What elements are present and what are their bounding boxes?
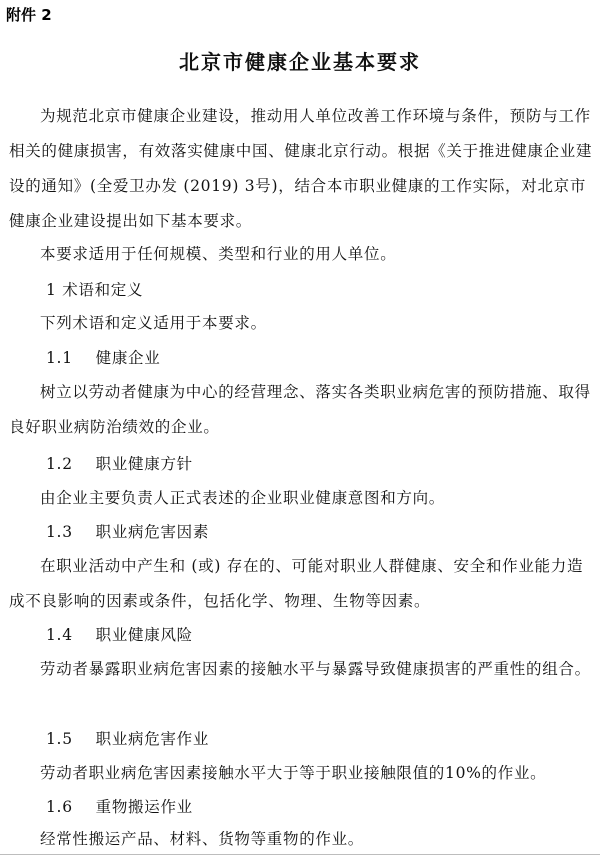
term-heading xyxy=(46,792,193,822)
term-heading xyxy=(46,724,209,754)
term-number: 1.5 xyxy=(46,730,73,748)
term-definition: 由企业主要负责人正式表述的企业职业健康意图和方向。 xyxy=(40,489,446,507)
term-number: 1.1 xyxy=(46,349,73,367)
term-definition: 树立以劳动者健康为中心的经营理念、落实各类职业病危害的预防措施、取得良好职业病防治绩效的企业。 xyxy=(9,383,591,436)
section-title: 术语和定义 xyxy=(62,281,144,299)
term-definition: 劳动者职业病危害因素接触水平大于等于职业接触限值的10%的作业。 xyxy=(40,764,547,782)
attachment-label: 附件 2 xyxy=(6,6,52,24)
term-heading xyxy=(46,517,209,547)
section-number: 1 xyxy=(46,281,57,299)
term-title: 职业健康方针 xyxy=(95,455,193,473)
document-title: 北京市健康企业基本要求 xyxy=(179,50,421,74)
term-definition: 劳动者暴露职业病危害因素的接触水平与暴露导致健康损害的严重性的组合。 xyxy=(40,660,591,678)
term-heading xyxy=(46,620,193,650)
term-title: 健康企业 xyxy=(95,349,161,367)
term-definition: 经常性搬运产品、材料、货物等重物的作业。 xyxy=(40,830,365,848)
term-number: 1.2 xyxy=(46,455,73,473)
intro-paragraph: 为规范北京市健康企业建设，推动用人单位改善工作环境与条件，预防与工作相关的健康损害，有效落实健康中国、健康北京行动。根据《关于推进健康企业建设的通知》(全爱卫办发 (2019) 3号)，结合本市职业健康的工作实际，对北京市健康企业建设提出如下基本要求。 xyxy=(9,107,593,230)
term-number: 1.4 xyxy=(46,626,73,644)
section-heading xyxy=(46,275,143,305)
term-title: 职业病危害因素 xyxy=(95,523,210,541)
term-number: 1.3 xyxy=(46,523,73,541)
term-heading xyxy=(46,343,160,373)
term-heading xyxy=(46,449,193,479)
term-title: 职业病危害作业 xyxy=(95,730,210,748)
term-number: 1.6 xyxy=(46,798,73,816)
scope-paragraph: 本要求适用于任何规模、类型和行业的用人单位。 xyxy=(40,245,397,263)
term-title: 职业健康风险 xyxy=(95,626,193,644)
section-intro: 下列术语和定义适用于本要求。 xyxy=(40,314,267,332)
term-title: 重物搬运作业 xyxy=(95,798,193,816)
term-definition: 在职业活动中产生和 (或) 存在的、可能对职业人群健康、安全和作业能力造成不良影响的因素或条件，包括化学、物理、生物等因素。 xyxy=(9,557,584,610)
